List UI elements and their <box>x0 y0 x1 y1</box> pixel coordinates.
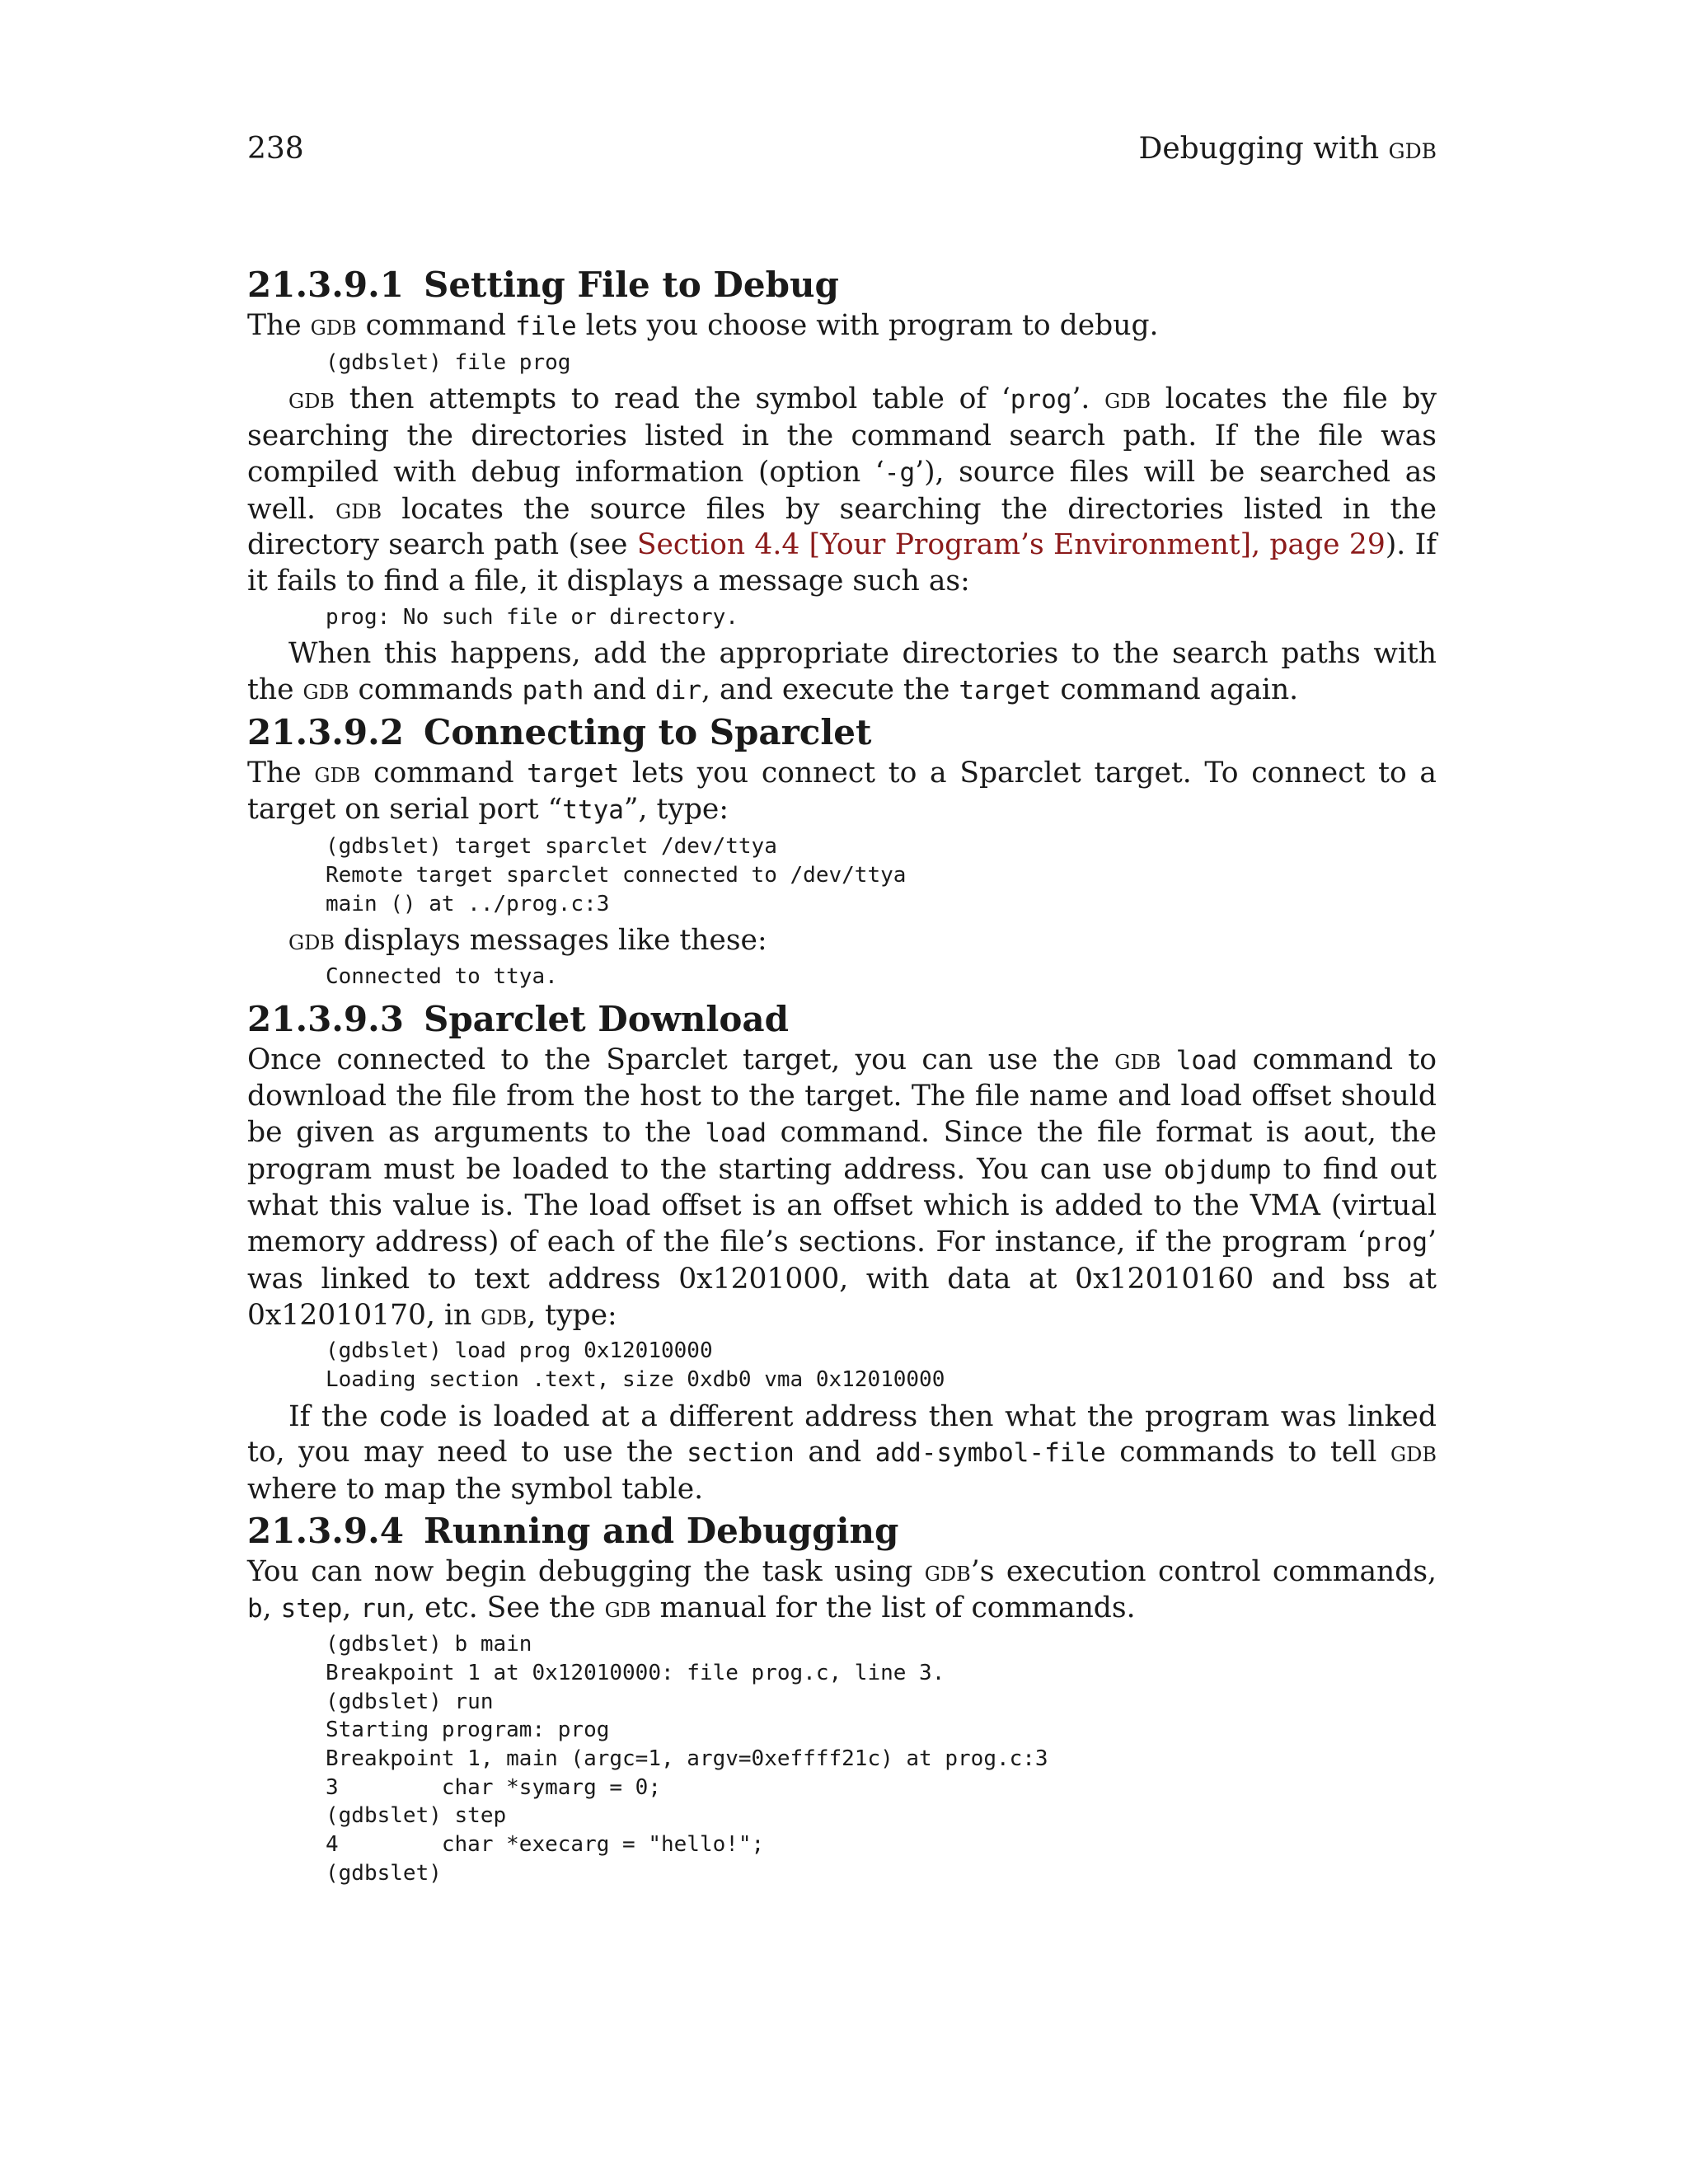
paragraph: gdb displays messages like these: <box>288 924 767 958</box>
running-header <box>247 132 1437 166</box>
section-heading-download: 21.3.9.3 Sparclet Download <box>247 998 789 1039</box>
section-heading-setting-file: 21.3.9.1 Setting File to Debug <box>247 265 839 305</box>
page-number: 238 <box>247 132 304 166</box>
code-block: (gdbslet) load prog 0x12010000 Loading section .text, size 0xdb0 vma 0x12010000 <box>326 1338 945 1392</box>
cross-reference-link[interactable]: Section 4.4 [Your Program’s Environment], page 29 <box>636 528 1386 562</box>
paragraph: gdb then attempts to read the symbol table of ‘prog’. gdb locates the file by searching the directories listed in the command search path. If the file was compiled with debug information (option ‘-g’), source files will be searched as well. gdb locates the source files by searching the directories listed in the directory search path (see Section 4.4 [Your Program’s Environment], page 29). If it fails to find a file, it displays a message such as: <box>247 382 1437 598</box>
section-heading-running: 21.3.9.4 Running and Debugging <box>247 1510 899 1551</box>
paragraph: If the code is loaded at a different address then what the program was linked to, you may need to use the section and add-symbol-file commands to tell gdb where to map the symbol table. <box>247 1399 1437 1507</box>
paragraph: When this happens, add the appropriate directories to the search paths with the gdb commands path and dir, and execute the target command again. <box>247 637 1437 707</box>
paragraph: Once connected to the Sparclet target, you can use the gdb load command to download the file from the host to the target. The file name and load offset should be given as arguments to the load command. Since the file format is aout, the program must be loaded to the starting address. You can use objdump to find out what this value is. The load offset is an offset which is added to the VMA (virtual memory address) of each of the file’s sections. For instance, if the program ‘prog’ was linked to text address 0x1201000, with data at 0x12010160 and bss at 0x12010170, in gdb, type: <box>247 1043 1437 1332</box>
page-content <box>247 262 1437 1893</box>
code-block: (gdbslet) b main Breakpoint 1 at 0x12010000: file prog.c, line 3. (gdbslet) run Starting program: prog Breakpoint 1, main (argc=1, argv=0xeffff21c) at prog.c:3 3 char *symarg = 0; (gdbslet) step 4 char *execarg = "hello!"; (gdbslet) <box>326 1632 1048 1886</box>
paragraph: You can now begin debugging the task using gdb’s execution control commands, b, step, run, etc. See the gdb manual for the list of commands. <box>247 1554 1437 1624</box>
code-block: (gdbslet) target sparclet /dev/ttya Remote target sparclet connected to /dev/ttya main () at ../prog.c:3 <box>326 834 907 916</box>
running-title: Debugging with gdb <box>1138 132 1437 166</box>
code-block: Connected to ttya. <box>326 963 558 989</box>
code-block: prog: No such file or directory. <box>326 604 738 630</box>
section-heading-connecting: 21.3.9.2 Connecting to Sparclet <box>247 711 872 752</box>
paragraph: The gdb command file lets you choose with program to debug. <box>247 309 1159 342</box>
paragraph: The gdb command target lets you connect to a Sparclet target. To connect to a target on serial port “ttya”, type: <box>247 756 1437 827</box>
code-block: (gdbslet) file prog <box>326 349 571 375</box>
